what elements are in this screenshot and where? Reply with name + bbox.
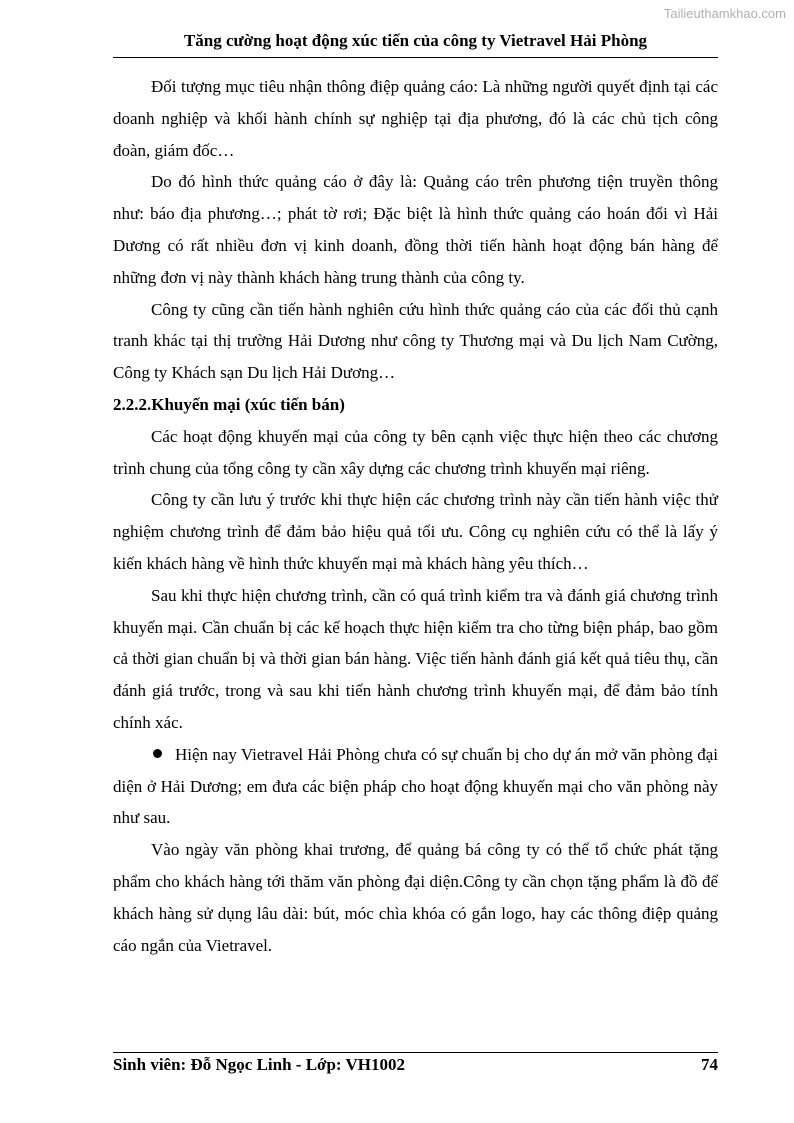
watermark: Tailieuthamkhao.com [663, 6, 786, 21]
paragraph-program-testing: Công ty cần lưu ý trước khi thực hiện các chương trình này cần tiến hành việc thử nghiệm chương trình để đảm bảo hiệu quả tối ưu. Công cụ nghiên cứu có thể là lấy ý kiến khách hàng về hình thức khuyến mại mà khách hàng yêu thích… [113, 490, 718, 573]
paragraph-competitor-research: Công ty cũng cần tiến hành nghiên cứu hình thức quảng cáo của các đối thủ cạnh tranh khác tại thị trường Hải Dương như công ty Thương mại và Du lịch Nam Cường, Công ty Khách sạn Du lịch Hải Dương… [113, 299, 718, 383]
paragraph-advertising-form: Do đó hình thức quảng cáo ở đây là: Quảng cáo trên phương tiện truyền thông như: báo địa phương…; phát tờ rơi; Đặc biệt là hình thức quảng cáo hoán đổi vì Hải Dương có rất nhiều đơn vị kinh doanh, đồng thời tiến hành hoạt động bán hàng để những đơn vị này thành khách hàng trung thành của công ty. [113, 172, 718, 287]
section-heading: 2.2.2.Khuyến mại (xúc tiến bán) [113, 394, 345, 414]
bullet-text: Hiện nay Vietravel Hải Phòng chưa có sự chuẩn bị cho dự án mở văn phòng đại diện ở Hải Dương; em đưa các biện pháp cho hoạt động khuyến mại cho văn phòng này như sau. [113, 744, 718, 828]
paragraph-target-audience: Đối tượng mục tiêu nhận thông điệp quảng cáo: Là những người quyết định tại các doanh nghiệp và khối hành chính sự nghiệp tại địa phương, đó là các chủ tịch công đoàn, giám đốc… [113, 77, 718, 160]
bullet-item [113, 739, 718, 834]
footer-divider [113, 1052, 718, 1053]
paragraph-program-evaluation: Sau khi thực hiện chương trình, cần có quá trình kiểm tra và đánh giá chương trình khuyến mại. Cần chuẩn bị các kế hoạch thực hiện kiểm tra cho từng biện pháp, bao gồm cả thời gian chuẩn bị và thời gian bán hàng. Việc tiến hành đánh giá kết quả tiêu thụ, cần đánh giá trước, trong và sau khi tiến hành chương trình khuyến mại, để đảm bảo tính chính xác. [113, 585, 718, 732]
paragraph-opening-gifts: Vào ngày văn phòng khai trương, để quảng bá công ty có thể tổ chức phát tặng phẩm cho khách hàng tới thăm văn phòng đại diện.Công ty cần chọn tặng phẩm là đồ để khách hàng sử dụng lâu dài: bút, móc chìa khóa có gắn logo, hay các thông điệp quảng cáo ngắn của Vietravel. [113, 840, 718, 955]
page-footer [113, 1055, 718, 1075]
paragraph-promotion-activities: Các hoạt động khuyến mại của công ty bên cạnh việc thực hiện theo các chương trình chung của tổng công ty cần xây dựng các chương trình khuyến mại riêng. [113, 426, 718, 478]
page-number: 74 [701, 1055, 718, 1074]
page-header-title: Tăng cường hoạt động xúc tiến của công ty Vietravel Hải Phòng [183, 31, 648, 50]
footer-student-info: Sinh viên: Đỗ Ngọc Linh - Lớp: VH1002 [113, 1055, 406, 1074]
header-divider [113, 57, 718, 58]
bullet-dot-icon [153, 749, 162, 758]
document-body [113, 71, 718, 961]
